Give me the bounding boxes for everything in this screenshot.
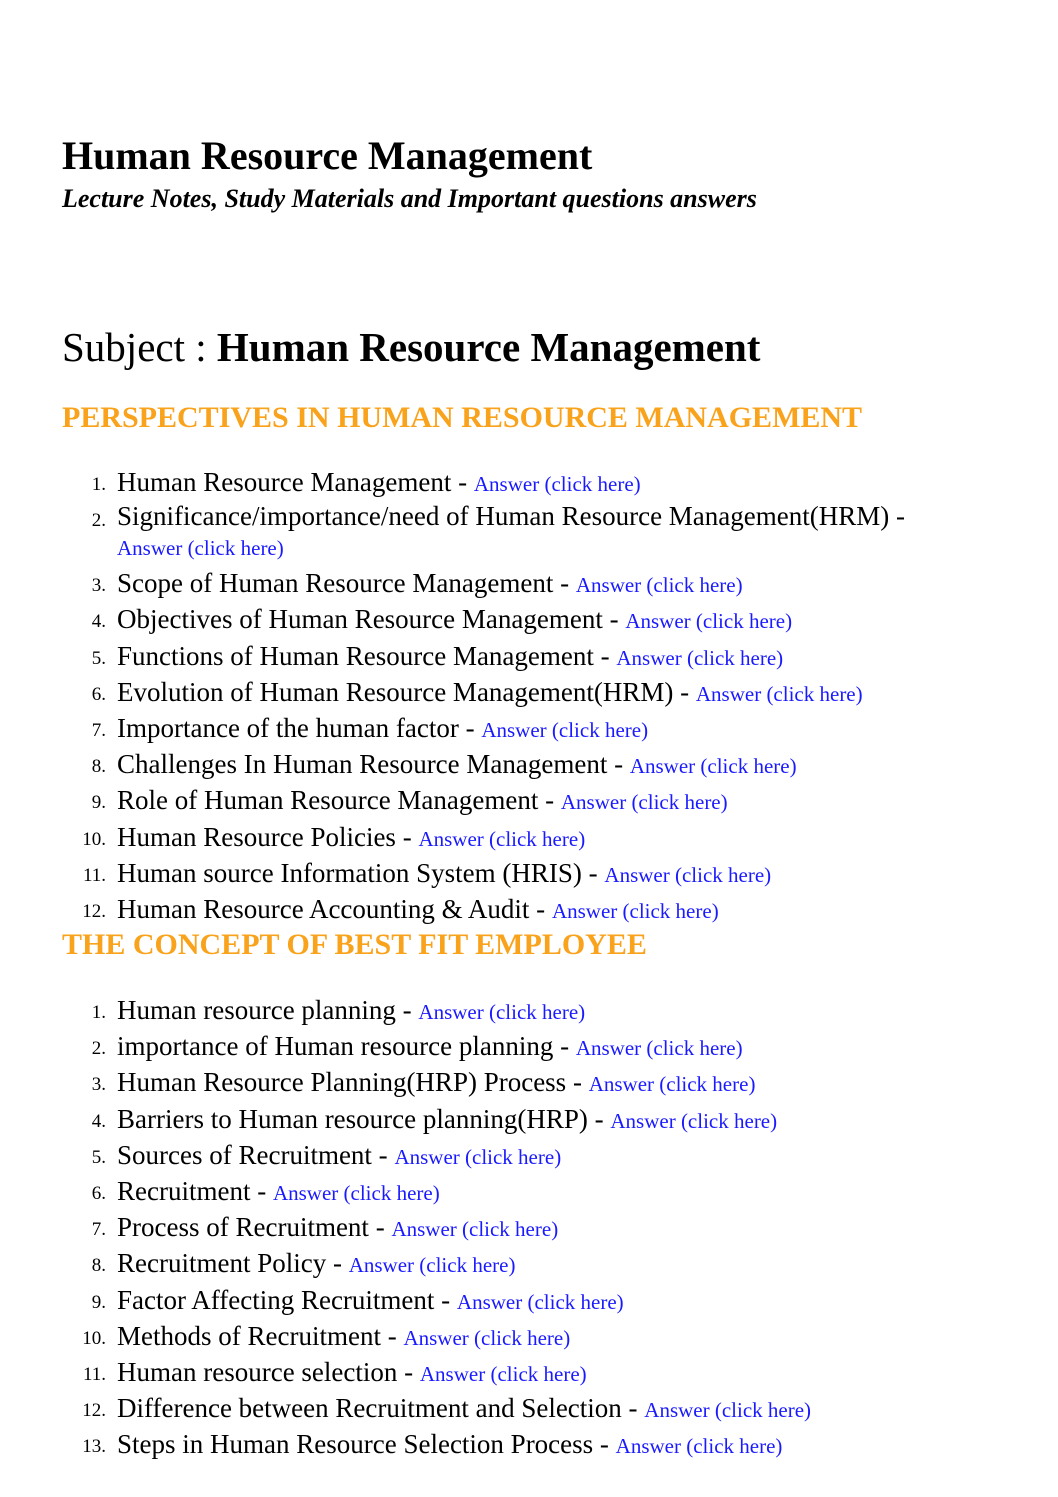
topic-item	[0, 856, 1058, 892]
topic-text: Difference between Recruitment and Selection -	[117, 1393, 645, 1424]
answer-link[interactable]: Answer (click here)	[575, 573, 743, 598]
topic-text: Factor Affecting Recruitment -	[117, 1284, 457, 1315]
subject-line	[62, 322, 760, 372]
topic-item	[0, 1210, 1058, 1246]
topic-text: Human Resource Accounting & Audit -	[117, 894, 552, 925]
topic-text: Importance of the human factor -	[117, 713, 482, 744]
answer-link[interactable]: Answer (click here)	[391, 1217, 559, 1242]
item-number: 12.	[82, 1400, 106, 1422]
topic-text: Human Resource Policies -	[117, 821, 419, 852]
item-number: 3.	[91, 575, 106, 597]
topic-text: Barriers to Human resource planning(HRP) -	[117, 1103, 611, 1134]
item-number: 10.	[82, 1327, 106, 1349]
topic-text: Objectives of Human Resource Management -	[117, 604, 626, 635]
topic-text: Challenges In Human Resource Management -	[117, 749, 630, 780]
item-number: 1.	[91, 1002, 106, 1023]
topic-text: Methods of Recruitment -	[117, 1320, 404, 1351]
topic-text: Human resource selection -	[117, 1357, 420, 1388]
topic-text: importance of Human resource planning -	[117, 1031, 576, 1062]
topic-item	[0, 1065, 1058, 1101]
topic-text: Role of Human Resource Management -	[117, 785, 561, 816]
topic-item	[0, 675, 1058, 711]
topic-text: Human Resource Management -	[117, 467, 474, 497]
topic-item	[0, 1391, 1058, 1427]
item-number: 12.	[82, 901, 106, 923]
answer-link[interactable]: Answer (click here)	[588, 1072, 756, 1097]
section-heading-best-fit-employee: THE CONCEPT OF BEST FIT EMPLOYEE	[62, 928, 647, 961]
topic-item	[0, 1319, 1058, 1355]
answer-link[interactable]: Answer (click here)	[272, 1181, 440, 1206]
topic-item	[0, 1355, 1058, 1391]
answer-link[interactable]: Answer (click here)	[644, 1398, 812, 1423]
topic-text: Human resource planning -	[117, 995, 419, 1025]
item-number: 8.	[91, 756, 106, 778]
item-number: 7.	[91, 720, 106, 742]
topic-item	[0, 1246, 1058, 1282]
topic-text: Sources of Recruitment -	[117, 1139, 395, 1170]
answer-link[interactable]: Answer (click here)	[348, 1253, 516, 1278]
topic-text: Process of Recruitment -	[117, 1212, 392, 1243]
topic-item	[0, 783, 1058, 819]
topic-item	[0, 1283, 1058, 1319]
topic-item	[0, 1029, 1058, 1065]
topic-text: Evolution of Human Resource Management(HRM) -	[117, 676, 696, 707]
answer-link[interactable]: Answer (click here)	[625, 609, 793, 634]
answer-link[interactable]: Answer (click here)	[575, 1036, 743, 1061]
topic-text: Functions of Human Resource Management -	[117, 640, 617, 671]
item-number: 10.	[82, 828, 106, 850]
answer-link[interactable]: Answer (click here)	[629, 754, 797, 779]
answer-link[interactable]: Answer (click here)	[610, 1108, 778, 1133]
section-heading-perspectives: PERSPECTIVES IN HUMAN RESOURCE MANAGEMENT	[62, 401, 863, 434]
answer-link[interactable]: Answer (click here)	[560, 790, 728, 815]
topic-item	[0, 1138, 1058, 1174]
item-number: 13.	[82, 1436, 106, 1458]
answer-link[interactable]: Answer (click here)	[616, 645, 784, 670]
topic-text: Human source Information System (HRIS) -	[117, 857, 605, 888]
item-number: 1.	[91, 474, 106, 495]
answer-link[interactable]: Answer (click here)	[473, 472, 641, 496]
topic-item	[0, 602, 1058, 638]
item-number: 2.	[91, 510, 106, 532]
topic-item	[0, 993, 1058, 1029]
subject-name: Human Resource Management	[216, 324, 761, 370]
answer-link[interactable]: Answer (click here)	[551, 899, 719, 924]
topic-item	[0, 566, 1058, 602]
item-number: 3.	[91, 1074, 106, 1096]
answer-link[interactable]: Answer (click here)	[456, 1289, 624, 1314]
answer-link[interactable]: Answer (click here)	[615, 1434, 783, 1459]
topic-item	[0, 1174, 1058, 1210]
topic-text: Steps in Human Resource Selection Process -	[117, 1429, 616, 1460]
item-number: 11.	[82, 1364, 106, 1386]
topic-item	[0, 639, 1058, 675]
topic-text: Recruitment Policy -	[117, 1248, 349, 1279]
item-number: 2.	[91, 1038, 106, 1060]
topic-text: Significance/importance/need of Human Resource Management(HRM) -	[117, 501, 905, 532]
item-number: 11.	[82, 864, 106, 886]
answer-link[interactable]: Answer (click here)	[117, 536, 284, 561]
answer-link[interactable]: Answer (click here)	[604, 862, 772, 887]
item-number: 5.	[91, 1146, 106, 1168]
item-number: 4.	[91, 611, 106, 633]
topic-list-perspectives	[0, 465, 1058, 928]
topic-text: Scope of Human Resource Management -	[117, 568, 576, 599]
answer-link[interactable]: Answer (click here)	[419, 1362, 587, 1387]
topic-item	[0, 501, 1058, 566]
topic-text: Human Resource Planning(HRP) Process -	[117, 1067, 589, 1098]
item-number: 9.	[91, 792, 106, 814]
topic-item	[0, 820, 1058, 856]
document-title: Human Resource Management	[62, 133, 593, 178]
topic-list-best-fit-employee	[0, 993, 1058, 1464]
item-number: 5.	[91, 647, 106, 669]
answer-link[interactable]: Answer (click here)	[695, 681, 863, 706]
item-number: 6.	[91, 683, 106, 705]
item-number: 7.	[91, 1219, 106, 1241]
subject-prefix: Subject :	[62, 324, 217, 370]
topic-item	[0, 747, 1058, 783]
topic-item	[0, 1102, 1058, 1138]
topic-item	[0, 892, 1058, 928]
item-number: 6.	[91, 1183, 106, 1205]
answer-link[interactable]: Answer (click here)	[418, 1000, 586, 1024]
answer-link[interactable]: Answer (click here)	[394, 1144, 562, 1169]
answer-link[interactable]: Answer (click here)	[403, 1325, 571, 1350]
item-number: 4.	[91, 1110, 106, 1132]
answer-link[interactable]: Answer (click here)	[418, 826, 586, 851]
answer-link[interactable]: Answer (click here)	[481, 718, 649, 743]
topic-item	[0, 711, 1058, 747]
document-subtitle: Lecture Notes, Study Materials and Important questions answers	[62, 184, 757, 213]
item-number: 9.	[91, 1291, 106, 1313]
topic-item	[0, 1427, 1058, 1463]
item-number: 8.	[91, 1255, 106, 1277]
topic-text: Recruitment -	[117, 1176, 273, 1207]
topic-item	[0, 465, 1058, 501]
